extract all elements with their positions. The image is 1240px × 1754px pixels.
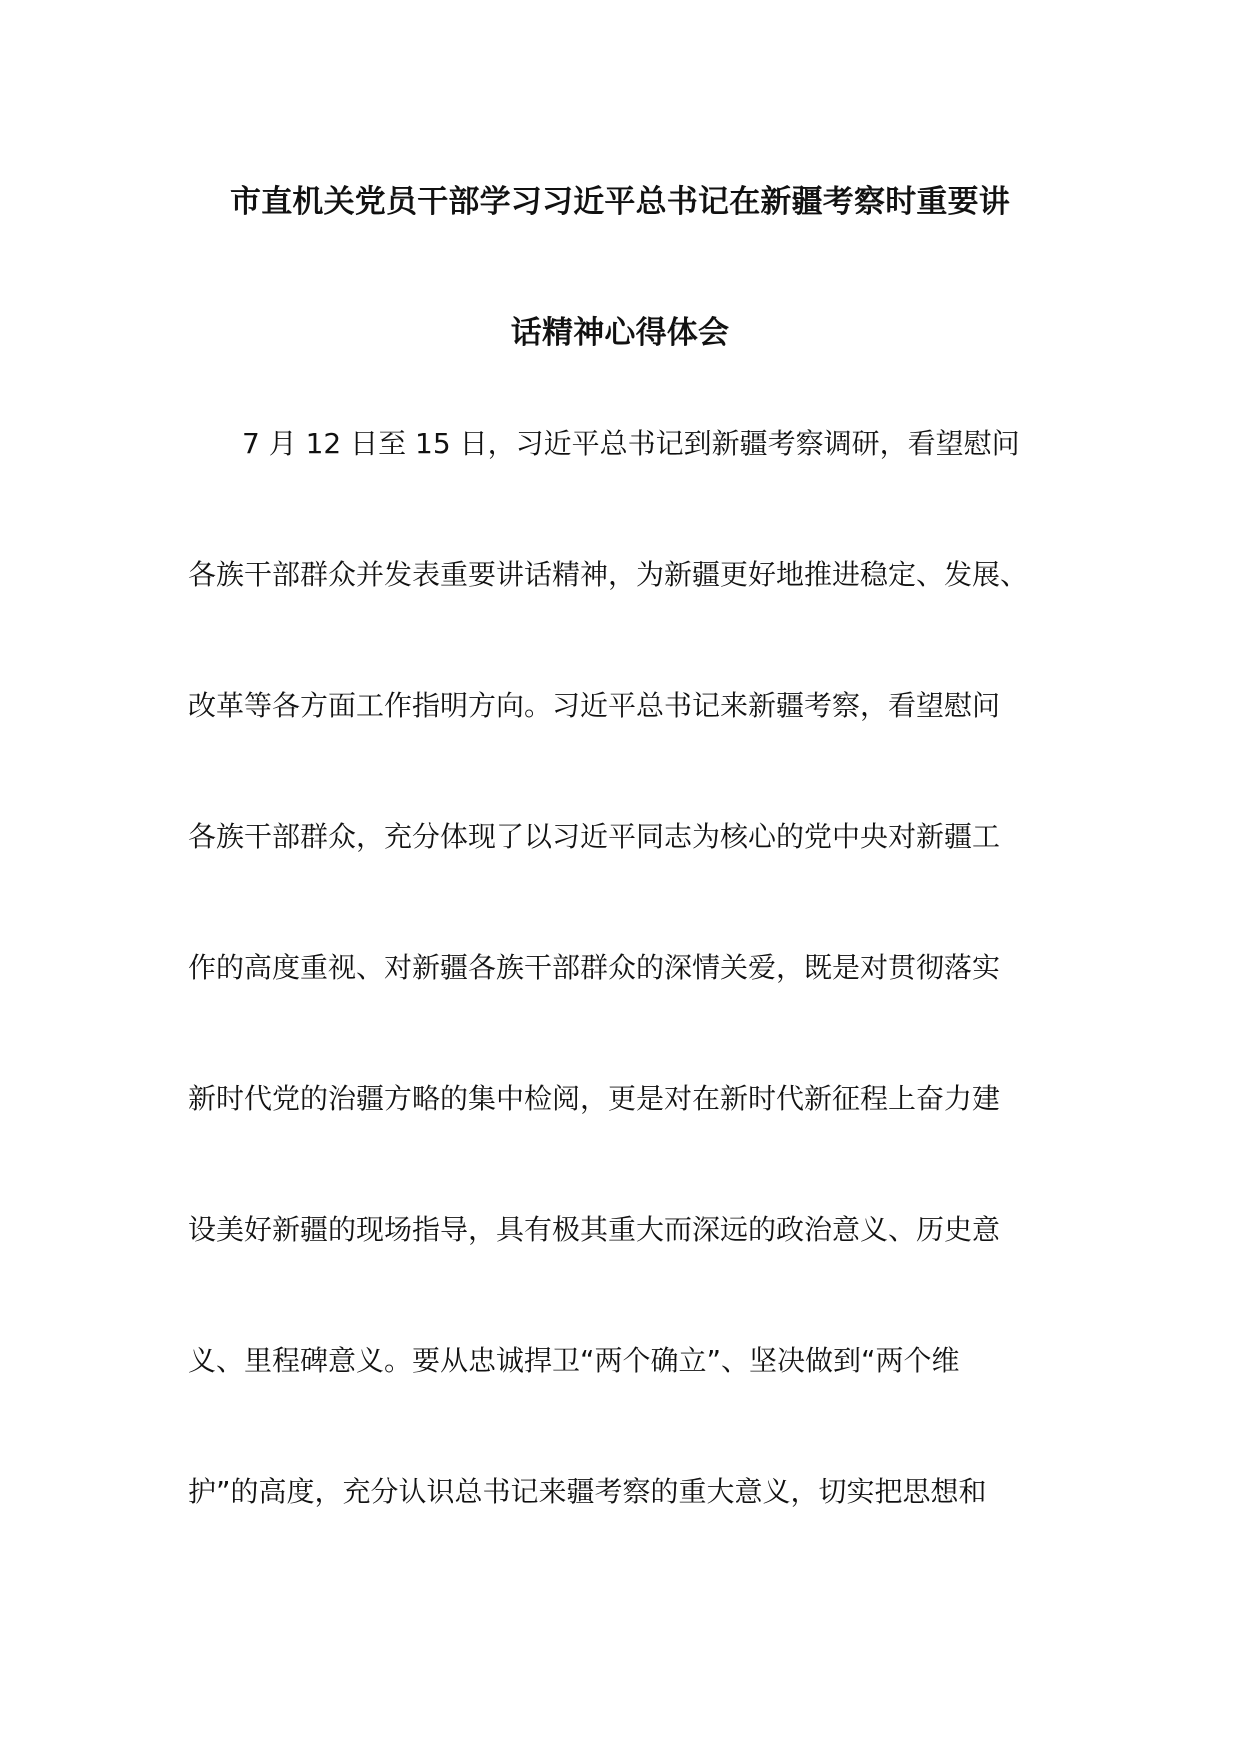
paragraph-line: 义、里程碑意义。要从忠诚捍卫“两个确立”、坚决做到“两个维 [188, 1344, 960, 1377]
document-title-line-1: 市直机关党员干部学习习近平总书记在新疆考察时重要讲 [230, 184, 1010, 220]
paragraph-line: 新时代党的治疆方略的集中检阅，更是对在新时代新征程上奋力建 [188, 1082, 1001, 1115]
paragraph-line: 各族干部群众并发表重要讲话精神，为新疆更好地推进稳定、发展、 [188, 558, 1029, 591]
paragraph-line: 改革等各方面工作指明方向。习近平总书记来新疆考察，看望慰问 [188, 689, 1001, 722]
paragraph-line: 各族干部群众，充分体现了以习近平同志为核心的党中央对新疆工 [188, 820, 1001, 853]
paragraph-line: 7 月 12 日至 15 日，习近平总书记到新疆考察调研，看望慰问 [242, 427, 1020, 460]
paragraph-line: 设美好新疆的现场指导，具有极其重大而深远的政治意义、历史意 [188, 1213, 1001, 1246]
document-title-line-2: 话精神心得体会 [510, 315, 730, 351]
paragraph-line: 护”的高度，充分认识总书记来疆考察的重大意义，切实把思想和 [188, 1475, 987, 1508]
paragraph-line: 作的高度重视、对新疆各族干部群众的深情关爱，既是对贯彻落实 [188, 951, 1001, 984]
